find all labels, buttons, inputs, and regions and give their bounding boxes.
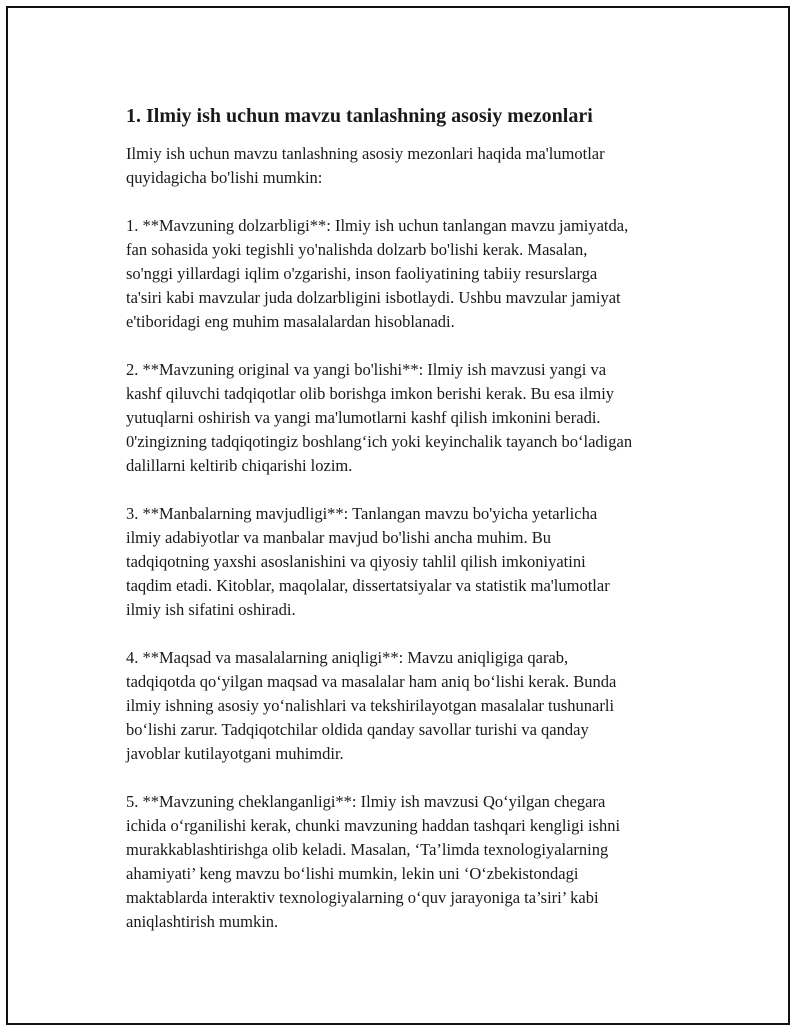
criterion-scope-paragraph: 5. **Mavzuning cheklanganligi**: Ilmiy ish mavzusi Qo‘yilgan chegara ichida o‘rganilishi kerak, chunki mavzuning haddan tashqari kengligi ishni murakkablashtirishga olib keladi. Masalan, ‘Ta’limda texnologiyalarning ahamiyati’ keng mavzu bo‘lishi mumkin, lekin uni ‘O‘zbekistondagi maktablarda interaktiv texnologiyalarning o‘quv jarayoniga ta’siri’ kabi aniqlashtirish mumkin.: [126, 792, 621, 931]
criterion-relevance-paragraph: 1. **Mavzuning dolzarbligi**: Ilmiy ish uchun tanlangan mavzu jamiyatda, fan sohasida yoki tegishli yo'nalishda dolzarb bo'lishi kerak. Masalan, so'nggi yillardagi iqlim o'zgarishi, inson faoliyatining tabiiy resurslarga ta'siri kabi mavzular juda dolzarbligini isbotlaydi. Ushbu mavzular jamiyat e'tiboridagi eng muhim masalalardan hisoblanadi.: [126, 216, 629, 331]
page-frame: [6, 6, 790, 1025]
criterion-originality-paragraph: 2. **Mavzuning original va yangi bo'lishi**: Ilmiy ish mavzusi yangi va kashf qiluvchi tadqiqotlar olib borishga imkon berishi kerak. Bu esa ilmiy yutuqlarni oshirish va yangi ma'lumotlarni kashf qilish imkonini beradi. 0'zingizning tadqiqotingiz boshlang‘ich yoki keyinchalik tayanch bo‘ladigan dalillarni keltirib chiqarishi lozim.: [126, 360, 633, 475]
criterion-clarity-paragraph: 4. **Maqsad va masalalarning aniqligi**: Mavzu aniqligiga qarab, tadqiqotda qo‘yilgan maqsad va masalalar ham aniq bo‘lishi kerak. Bunda ilmiy ishning asosiy yo‘nalishlari va tekshirilayotgan masalalar tushunarli bo‘lishi zarur. Tadqiqotchilar oldida qanday savollar turishi va qanday javoblar kutilayotgani muhimdir.: [126, 648, 617, 763]
criterion-sources-paragraph: 3. **Manbalarning mavjudligi**: Tanlangan mavzu bo'yicha yetarlicha ilmiy adabiyotlar va manbalar mavjud bo'lishi ancha muhim. Bu tadqiqotning yaxshi asoslanishini va qiyosiy tahlil qilish imkoniyatini taqdim etadi. Kitoblar, maqolalar, dissertatsiyalar va statistik ma'lumotlar ilmiy ish sifatini oshiradi.: [126, 504, 610, 619]
section-heading: 1. Ilmiy ish uchun mavzu tanlashning asosiy mezonlari: [126, 105, 593, 127]
intro-paragraph: Ilmiy ish uchun mavzu tanlashning asosiy mezonlari haqida ma'lumotlar quyidagicha bo'lishi mumkin:: [126, 144, 605, 187]
document-body: [120, 92, 710, 958]
